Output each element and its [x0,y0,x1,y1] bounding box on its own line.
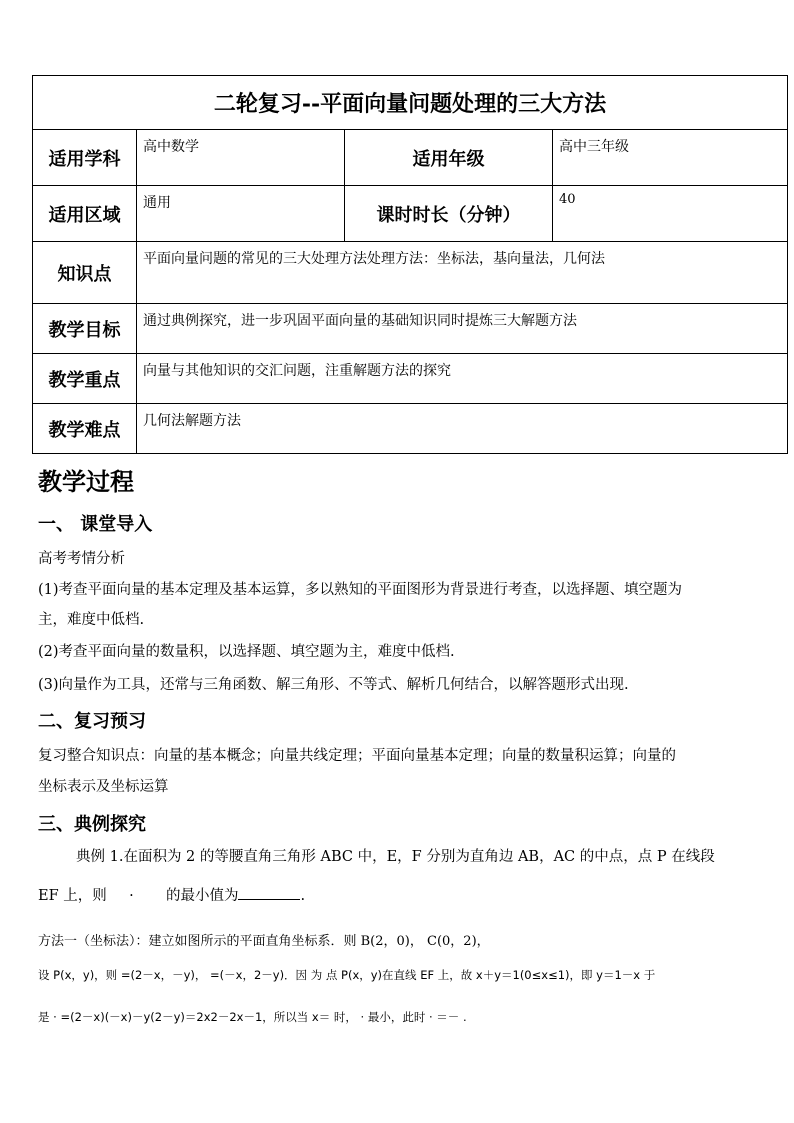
lesson-info-table [32,75,788,454]
subject-value: 高中数学 [137,130,345,186]
grade-value: 高中三年级 [553,130,788,186]
region-value: 通用 [137,186,345,242]
region-label: 适用区域 [33,186,137,242]
difficulty-label: 教学难点 [33,404,137,454]
section1-intro: 高考考情分析 [38,551,125,567]
grade-label: 适用年级 [345,130,553,186]
difficulty-value: 几何法解题方法 [137,404,788,454]
section1-p2: (2)考查平面向量的数量积，以选择题、填空题为主，难度中低档. [38,644,455,660]
goal-label: 教学目标 [33,304,137,354]
section2-line2: 坐标表示及坐标运算 [38,779,169,795]
section1-p3: (3)向量作为工具，还常与三角函数、解三角形、不等式、解析几何结合，以解答题形式出现. [38,677,629,693]
document-title: 二轮复习--平面向量问题处理的三大方法 [33,76,788,130]
dot-operator: · [129,888,134,904]
duration-label: 课时时长（分钟） [345,186,553,242]
section1-p1-line1: (1)考查平面向量的基本定理及基本运算，多以熟知的平面图形为背景进行考查，以选择题、填空题为 [38,582,683,598]
process-title: 教学过程 [38,467,134,496]
example1-text-b: 的最小值为 [165,888,239,904]
knowledge-value: 平面向量问题的常见的三大处理方法处理方法：坐标法，基向量法，几何法 [137,242,788,304]
section3-heading: 三、典例探究 [38,814,146,835]
example1-line2 [38,884,305,905]
section2-heading: 二、复习预习 [38,711,146,732]
method1-line1: 方法一（坐标法）：建立如图所示的平面直角坐标系．则 B(2，0)， C(0，2)， [38,934,490,949]
key-value: 向量与其他知识的交汇问题，注重解题方法的探究 [137,354,788,404]
example1-text-a: EF 上，则 [38,888,107,904]
key-label: 教学重点 [33,354,137,404]
example1-text-end: . [300,888,306,904]
section2-line1: 复习整合知识点：向量的基本概念；向量共线定理；平面向量基本定理；向量的数量积运算；向量的 [38,748,676,764]
subject-label: 适用学科 [33,130,137,186]
answer-blank [238,887,300,900]
section1-p1-line2: 主，难度中低档. [38,612,145,628]
knowledge-label: 知识点 [33,242,137,304]
method1-line2: 设 P(x，y)，则 =(2－x，－y)， =(－x，2－y)．因 为 点 P(x，y)在直线 EF 上，故 x＋y＝1(0≤x≤1)，即 y＝1－x 于 [38,968,656,982]
method1-line3: 是 · =(2－x)(－x)－y(2－y)＝2x2－2x－1，所以当 x＝ 时， · 最小，此时 · ＝－ . [38,1010,467,1024]
duration-value: 40 [553,186,788,242]
goal-value: 通过典例探究，进一步巩固平面向量的基础知识同时提炼三大解题方法 [137,304,788,354]
example1-line1: 典例 1.在面积为 2 的等腰直角三角形 ABC 中，E，F 分别为直角边 AB，AC 的中点，点 P 在线段 [76,849,715,865]
section1-heading: 一、 课堂导入 [38,514,153,535]
